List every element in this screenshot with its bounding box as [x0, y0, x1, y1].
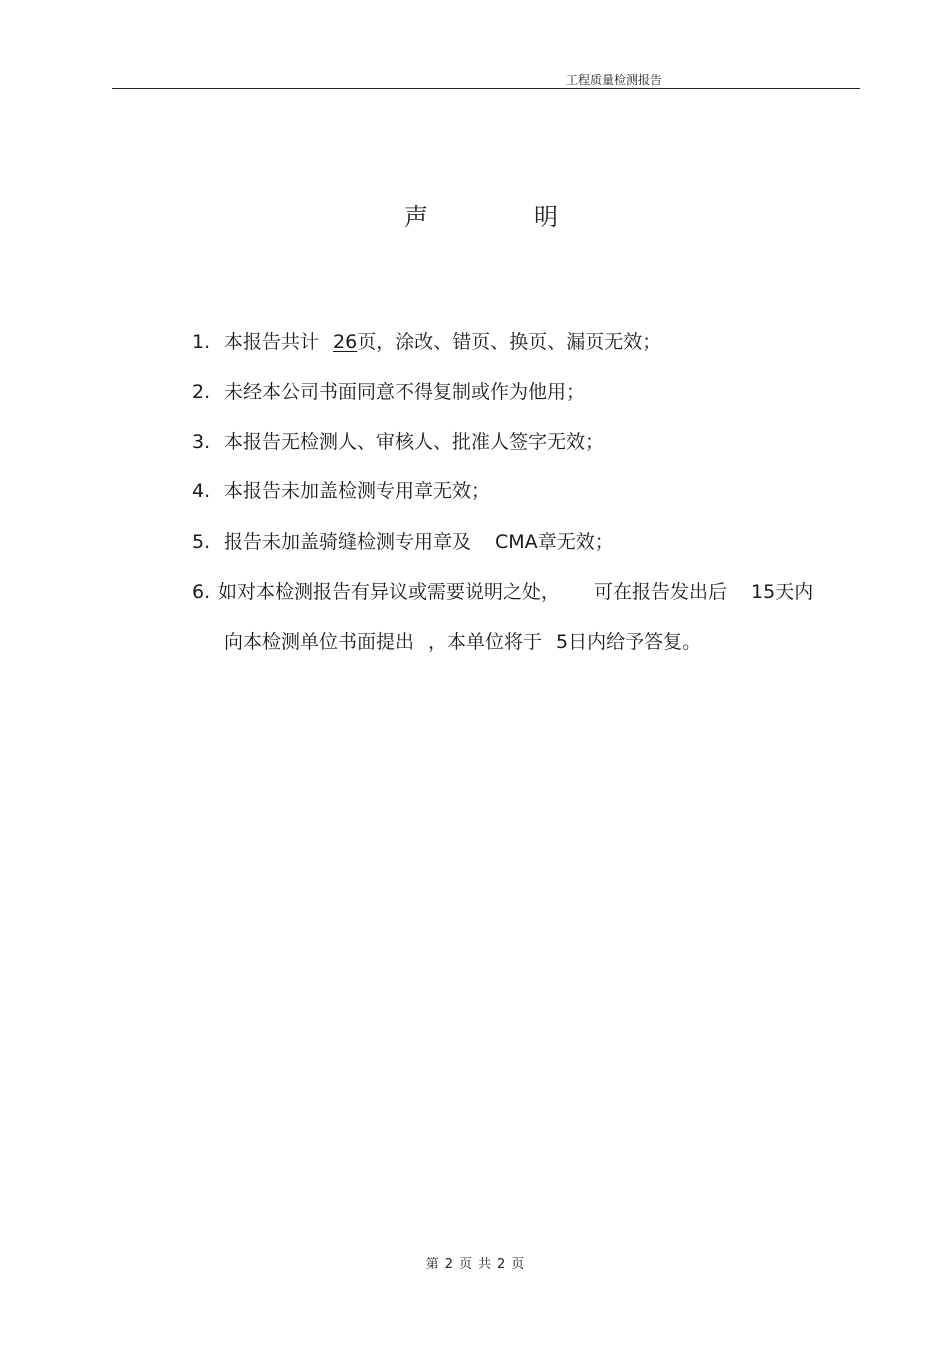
footer-page-number: 2 — [444, 1257, 453, 1272]
declaration-item-6 — [192, 579, 813, 605]
declaration-title-char-1: 声 — [404, 203, 428, 231]
item-text-pre: 报告未加盖骑缝检测专用章及 — [224, 531, 472, 553]
item-text-part-5: ，本单位将于 — [428, 631, 543, 653]
footer-total-pages: 2 — [497, 1257, 506, 1272]
item-text: 本报告未加盖检测专用章无效； — [224, 480, 491, 502]
declaration-item-5 — [192, 529, 614, 555]
objection-days: 15 — [751, 581, 776, 603]
declaration-item-6-continuation — [224, 629, 701, 655]
item-text-part-1: 如对本检测报告有异议或需要说明之处， — [218, 581, 561, 603]
header-divider — [112, 88, 860, 89]
footer-suffix: 页 — [511, 1257, 525, 1272]
declaration-title-char-2: 明 — [534, 203, 558, 231]
item-number: 6. — [192, 581, 211, 603]
declaration-item-1 — [192, 329, 661, 355]
item-text: 未经本公司书面同意不得复制或作为他用； — [224, 381, 586, 403]
declaration-item-3 — [192, 429, 604, 455]
item-text-part-3: 天内 — [775, 581, 814, 603]
item-text-pre: 本报告共计 — [224, 331, 320, 353]
item-text: 本报告无检测人、审核人、批准人签字无效； — [224, 431, 605, 453]
item-number: 5. — [192, 531, 211, 553]
footer-prefix: 第 — [425, 1257, 439, 1272]
declaration-item-2 — [192, 379, 585, 405]
item-number: 1. — [192, 331, 211, 353]
cma-mark: CMA — [495, 531, 538, 553]
declaration-title — [0, 199, 950, 235]
item-text-part-2: 可在报告发出后 — [594, 581, 728, 603]
footer-page-word: 页 — [458, 1257, 472, 1272]
page-footer — [0, 1253, 950, 1272]
item-number: 3. — [192, 431, 211, 453]
footer-total-word: 共 — [478, 1257, 492, 1272]
reply-days: 5 — [556, 631, 569, 653]
item-number: 2. — [192, 381, 211, 403]
item-text-post: 章无效； — [537, 531, 614, 553]
item-number: 4. — [192, 480, 211, 502]
item-text-part-6: 日内给予答复。 — [568, 631, 702, 653]
declaration-item-4 — [192, 478, 490, 504]
page-count: 26 — [333, 331, 358, 353]
item-text-part-4: 向本检测单位书面提出 — [224, 631, 415, 653]
item-text-post: 页，涂改、错页、换页、漏页无效； — [357, 331, 662, 353]
header-title: 工程质量检测报告 — [566, 73, 663, 87]
